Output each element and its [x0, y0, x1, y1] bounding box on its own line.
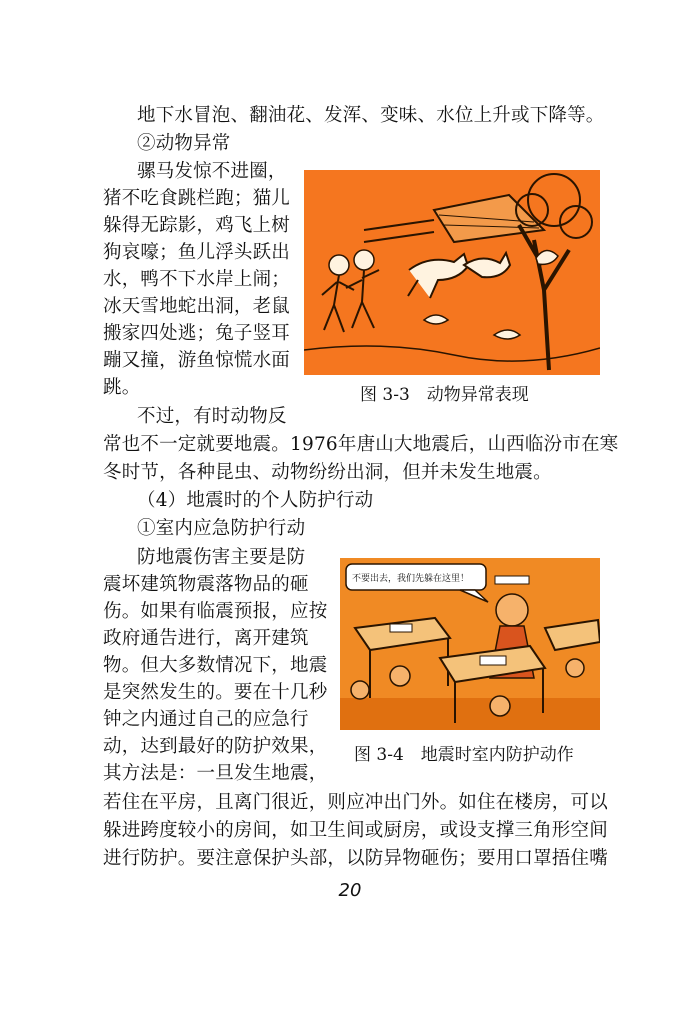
text-line: 是突然发生的。要在十几秒: [103, 682, 328, 703]
text-line: 政府通告进行，离开建筑: [103, 628, 309, 649]
subheading-indoor-protection: ①室内应急防护行动: [137, 518, 306, 539]
text-line: 骡马发惊不进圈，: [137, 161, 287, 182]
figure-caption-3-3: 图 3-3 动物异常表现: [360, 385, 529, 405]
text-line: 震坏建筑物震落物品的砸: [103, 574, 309, 595]
text-line: 其方法是：一旦发生地震，: [103, 763, 328, 784]
page-number: 20: [338, 880, 362, 901]
animal-anomaly-illustration: [304, 170, 600, 375]
text-line: 常也不一定就要地震。1976年唐山大地震后，山西临汾市在寒: [103, 434, 619, 455]
figure-indoor-protection: [340, 558, 600, 730]
text-line: 躲得无踪影，鸡飞上树: [103, 215, 291, 236]
figure-animal-anomaly: [304, 170, 600, 375]
section-heading: （4）地震时的个人防护行动: [137, 490, 374, 511]
text-line: 伤。如果有临震预报，应按: [103, 601, 328, 622]
text-line: 钟之内通过自己的应急行: [103, 709, 309, 730]
subheading-animal-anomaly: ②动物异常: [137, 133, 231, 154]
text-line: 躲进跨度较小的房间，如卫生间或厨房，或设支撑三角形空间: [103, 820, 608, 841]
text-line: 猪不吃食跳栏跑；猫儿: [103, 188, 291, 209]
text-line: 地下水冒泡、翻油花、发浑、变味、水位上升或下降等。: [137, 105, 605, 126]
text-line: 狗哀嚎；鱼儿浮头跃出: [103, 242, 291, 263]
text-line: 水，鸭不下水岸上闹；: [103, 269, 291, 290]
text-line: 物。但大多数情况下，地震: [103, 655, 328, 676]
text-line: 进行防护。要注意保护头部，以防异物砸伤；要用口罩捂住嘴: [103, 848, 608, 869]
speech-bubble-text: 不要出去，我们先躲在这里！: [352, 574, 470, 584]
indoor-protection-illustration: [340, 558, 600, 730]
text-line: 不过，有时动物反: [137, 406, 287, 427]
figure-caption-3-4: 图 3-4 地震时室内防护动作: [354, 745, 574, 765]
text-line: 蹦又撞，游鱼惊慌水面: [103, 350, 291, 371]
text-line: 跳。: [103, 377, 141, 398]
text-line: 搬家四处逃；兔子竖耳: [103, 323, 291, 344]
text-line: 动，达到最好的防护效果，: [103, 736, 328, 757]
text-line: 防地震伤害主要是防: [137, 547, 306, 568]
text-line: 若住在平房，且离门很近，则应冲出门外。如住在楼房，可以: [103, 792, 608, 813]
text-line: 冬时节，各种昆虫、动物纷纷出洞，但并未发生地震。: [103, 462, 552, 483]
text-line: 冰天雪地蛇出洞，老鼠: [103, 296, 291, 317]
